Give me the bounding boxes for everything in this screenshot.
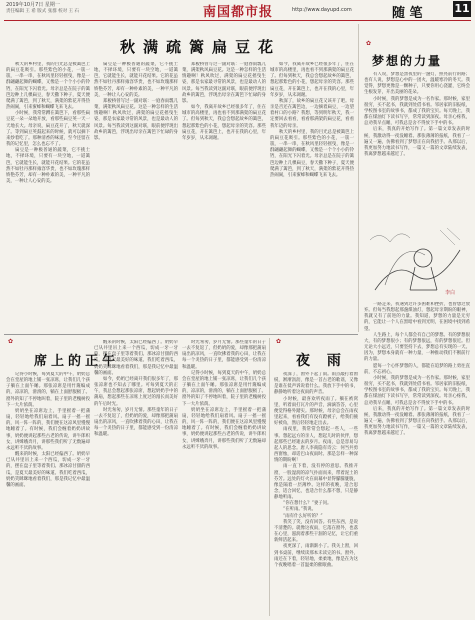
- article1-col3: 郑板桥曾写过一副对联：一庭春雨瓢儿菜，满架秋风扁豆花。这是一种怎样的生活情趣啊！秋风吹过，满架的扁豆花摇曳生姿，那是农家最寻常的风景，也是最动人的风景。每当我读到这副对联，眼前便浮现出故乡的篱笆，浮现出母亲在篱笆下忙碌的身影。 如今，我离开故乡已经很多年了，住在城市的高楼里，再也看不到那满架的扁豆花了。但每到秋天，我总会想起故乡的篱笆，想起那紫色的小花，想起母亲的笑容。那些扁豆花，开在篱笆上，也开在我的心里，年年岁岁，从未凋谢。: [182, 62, 266, 141]
- ink-sketch-illustration: [365, 220, 470, 298]
- star-icon: ✿: [276, 338, 282, 345]
- masthead: [0, 0, 475, 22]
- article3-col2: 醒来的时候，太阳已经偏西了。奶奶早已从井里吊上来一个西瓜，切成一牙一牙的，摆在盘子里等着我们。那冰凉甘甜的西瓜，是夏天最美好的味道。我们吃着西瓜，奶奶笑眯眯地看着我们，那是我记忆中最温馨的画面。 如今，奶奶已经离开我们很多年了，那张凉席也不知去了哪里。可每到夏天的正午，我总会想起那张凉席，想起奶奶手中的蒲扇，想起那些在凉席上度过的漫长而美好的午后时光。 时光匆匆，岁月无情。那些童年的日子一去不复返了，但奶奶的爱，却像那把蒲扇扇出的凉风，一直吹拂着我的心田，让我在每一个炎热的日子里，都能感受到一份清凉和温暖。: [94, 340, 178, 438]
- article1-col1: 秋天的乡村里，我的目光总是被篱笆上的扁豆花吸引。那些紫色的小花，一簇一簇，一串一串，在秋风里轻轻摇曳，像是一群翩翩起舞的蝴蝶，又像是一个个小小的铃铛，在阳光下闪着光。母亲总是在院子的篱笆边种上几棵扁豆，春天撒下种子，夏天便爬满了篱笆，到了秋天，满架的紫花开得热热闹闹，引来蜜蜂和蝴蝶飞来飞去。 小时候，我常常蹲在篱笆下，看那些扁豆花一朵一朵地开放，看那些扁豆荚一天一天地长大。母亲说，扁豆花开了，秋天就深了。等到扁豆荚鼓起来的时候，就可以摘下来炒着吃了。那种清香的味道，至今还留在我的记忆里，怎么也忘不了。 扁豆是一种极普通的蔬菜，它不挑土地，不择环境，只要有一块空地，一道篱笆，它就能生长，就能开花结果。它的花虽然不如牡丹那样雍容华贵，也不如玫瑰那样娇艳芬芳，却有一种朴素的美，一种平凡的美，一种让人心安的美。: [6, 62, 90, 184]
- website-url[interactable]: http://www.dayupd.com: [292, 7, 352, 13]
- article2-title: 梦想的力量: [372, 54, 443, 68]
- issue-date: 2019年10月7日 星期一: [6, 2, 60, 8]
- section-divider: [4, 334, 358, 335]
- star-icon: ✿: [8, 338, 14, 345]
- editor-credits: 责任编辑 王 希 版式 张群 校对 王 石: [6, 9, 80, 14]
- article1-title: 秋满疏篱扁豆花: [120, 38, 282, 56]
- sketch-signature: 李白: [445, 290, 456, 296]
- article3-col1: 记得小时候，每到夏天的中午，奶奶总会在堂屋的地上铺一张凉席，让我们几个孩子躺在上面午睡。那张凉席是用竹篾编成的，凉凉的，滑滑的，躺在上面舒服极了。窗外的知了不停地叫着，院子里的老槐树投下一大片浓荫。 奶奶坐在凉席边上，手里摇着一把蒲扇，轻轻地给我们扇着风。扇子一摇一摇的，风一阵一阵的，我们便在这凉风里慢慢地睡着了。有时候，我们会缠着奶奶讲故事，奶奶便讲起那些古老的传说，讲牛郎织女，讲嫦娥奔月，讲那些我们听了无数遍却永远听不厌的故事。 醒来的时候，太阳已经偏西了。奶奶早已从井里吊上来一个西瓜，切成一牙一牙的，摆在盘子里等着我们。那冰凉甘甜的西瓜，是夏天最美好的味道。我们吃着西瓜，奶奶笑眯眯地看着我们，那是我记忆中最温馨的画面。: [6, 372, 90, 488]
- article4-title: 夜 雨: [296, 353, 347, 369]
- article1-col2: 扁豆是一种极普通的蔬菜，它不挑土地，不择环境，只要有一块空地，一道篱笆，它就能生长，就能开花结果。它的花虽然不如牡丹那样雍容华贵，也不如玫瑰那样娇艳芬芳，却有一种朴素的美，一种平凡的美，一种让人心安的美。 郑板桥曾写过一副对联：一庭春雨瓢儿菜，满架秋风扁豆花。这是一种怎样的生活情趣啊！秋风吹过，满架的扁豆花摇曳生姿，那是农家最寻常的风景，也是最动人的风景。每当我读到这副对联，眼前便浮现出故乡的篱笆，浮现出母亲在篱笆下忙碌的身影。: [94, 62, 178, 141]
- article3-col3: 时光匆匆，岁月无情。那些童年的日子一去不复返了，但奶奶的爱，却像那把蒲扇扇出的凉风，一直吹拂着我的心田，让我在每一个炎热的日子里，都能感受到一份清凉和温暖。 记得小时候，每到夏天的中午，奶奶总会在堂屋的地上铺一张凉席，让我们几个孩子躺在上面午睡。那张凉席是用竹篾编成的，凉凉的，滑滑的，躺在上面舒服极了。窗外的知了不停地叫着，院子里的老槐树投下一大片浓荫。 奶奶坐在凉席边上，手里摇着一把蒲扇，轻轻地给我们扇着风。扇子一摇一摇的，风一阵一阵的，我们便在这凉风里慢慢地睡着了。有时候，我们会缠着奶奶讲故事，奶奶便讲起那些古老的传说，讲牛郎织女，讲嫦娥奔月，讲那些我们听了无数遍却永远听不厌的故事。: [182, 340, 266, 450]
- article4-col1: 夜深了，窗外下起了雨。雨点敲打着窗棂，淅淅沥沥，像是一首古老的歌谣，又像是谁在低声诉说着什么。我放下手中的书，静静地听着这夜雨的声音。 小时候，最喜欢听夜雨了。躺在被窝里，听着雨打瓦片的声音，滴滴答答，心里便觉得格外踏实。那时候，母亲总会在雨夜里起来，看看我们有没有蹬被子，给我们掖好被角，然后轻轻地走出去。 雨夜里，我常常会想起一些人，一些事。想起远方的亲人，想起儿时的伙伴，想起那些已经逝去的岁月。夜雨，总是容易勾起人的思念。唐人李商隐有诗云：何当共剪西窗烛，却话巴山夜雨时。那是怎样一种深情的期盼啊！ 雨一直下着，没有停的意思。我推开窗，一股湿润的凉气扑面而来，带着泥土的芬芳。远处的灯火在雨幕中显得朦朦胧胧，像是隔着一层薄纱。这样的夜晚，适合思念，适合回忆，也适合什么都不想，只是静静地听雨。 “你在想什么？”妻子问。 “在听雨。”我说。 “雨有什么好听的？” 我笑了笑，没有回答。有些东西，是说不清楚的。就像这夜雨，它落在窗外，也落在心里，滋润着那些干涸的记忆，让它们重新鲜活起来。 夜更深了，雨渐渐小了。我关上窗，回到书桌前，继续读那本未读完的书。窗外，雨还在下着，轻轻地，柔柔地，像是在为这个夜晚唱着一首温柔的催眠曲。: [274, 372, 358, 568]
- column-divider: [358, 24, 359, 332]
- article3-title: 席上的正午: [34, 354, 120, 369]
- column-divider: [269, 338, 270, 616]
- article2-col-bottom: 一路走来，我遇到过许多困难和挫折，也曾想过放弃。但每当我想起那盏煤油灯，想起母亲期盼的眼神，我就又有了前进的力量。我知道，梦想的力量是无穷的，它能让一个人在黑暗中看到光明，在困境中找到希望。 人生路上，每个人都会有自己的梦想。有的梦想很大，有的梦想很小；有的梦想很远，有的梦想很近。但无论大小远近，只要坚持下去，梦想总有实现的一天。因为，梦想本身就有一种力量，一种推动我们不断前行的力量。 愿每一个心怀梦想的人，都能在追梦的路上勇往直前，不忘初心。 小时候，我的梦想是成为一名作家。那时候，家里很穷，买不起书，我就到处借书看。邻居家的旧报纸，学校图书室的故事书，都成了我的宝贝。每天晚上，我都在煤油灯下读书写字，常常读到深夜。母亲心疼我，总劝我早点睡，可我总是舍不得放下手中的书。 后来，我真的开始写作了。第一篇文章发表的时候，我激动得一夜没睡着。那张薄薄的报纸，我看了一遍又一遍，仿佛看到了梦想正在向我招手。从那以后，我更加努力地读书写作，一篇又一篇的文章陆续发表，我离梦想越来越近了。: [364, 302, 470, 437]
- article1-col4: 如今，我离开故乡已经很多年了，住在城市的高楼里，再也看不到那满架的扁豆花了。但每到秋天，我总会想起故乡的篱笆，想起那紫色的小花，想起母亲的笑容。那些扁豆花，开在篱笆上，也开在我的心里，年年岁岁，从未凋谢。 秋深了，故乡的扁豆花又该开了吧。母亲是否还在篱笆边，一边摘着扁豆，一边望着村口的小路？我想，等到明年秋天，我一定要回去看看，看看那满架的扁豆花，看看我年迈的母亲。 秋天的乡村里，我的目光总是被篱笆上的扁豆花吸引。那些紫色的小花，一簇一簇，一串一串，在秋风里轻轻摇曳，像是一群翩翩起舞的蝴蝶，又像是一个个小小的铃铛，在阳光下闪着光。母亲总是在院子的篱笆边种上几棵扁豆，春天撒下种子，夏天便爬满了篱笆，到了秋天，满架的紫花开得热热闹闹，引来蜜蜂和蝴蝶飞来飞去。: [270, 62, 354, 178]
- page-number: 11: [454, 2, 470, 15]
- section-title: 随 笔: [392, 6, 423, 21]
- article2-col-top: 有人说，梦想是黑夜里的一盏灯，照亮前行的路；也有人说，梦想是心中的一团火，温暖寒冷的冬天。我觉得，梦想更像是一颗种子，只要你用心浇灌，它终会生根发芽，开出美丽的花朵。 小时候，我的梦想是成为一名作家。那时候，家里很穷，买不起书，我就到处借书看。邻居家的旧报纸，学校图书室的故事书，都成了我的宝贝。每天晚上，我都在煤油灯下读书写字，常常读到深夜。母亲心疼我，总劝我早点睡，可我总是舍不得放下手中的书。 后来，我真的开始写作了。第一篇文章发表的时候，我激动得一夜没睡着。那张薄薄的报纸，我看了一遍又一遍，仿佛看到了梦想正在向我招手。从那以后，我更加努力地读书写作，一篇又一篇的文章陆续发表，我离梦想越来越近了。: [364, 72, 470, 158]
- masthead-rule: [4, 20, 471, 21]
- newspaper-logo: 南国都市报: [203, 5, 274, 20]
- star-icon: ✿: [366, 40, 372, 47]
